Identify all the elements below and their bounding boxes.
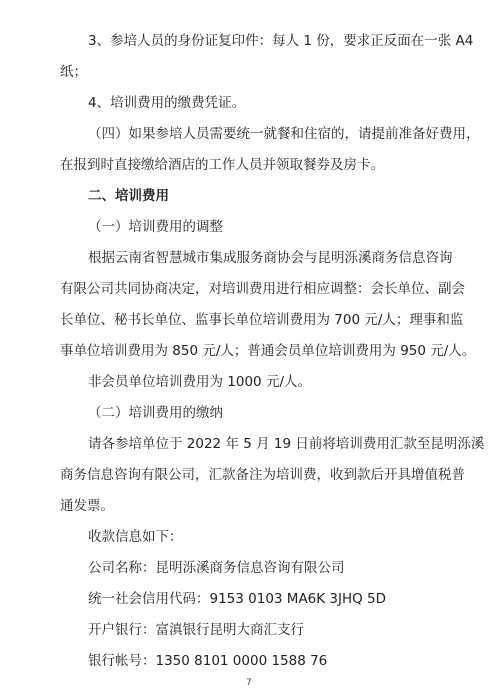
section-heading: 二、培训费用 (88, 188, 169, 204)
company-name-line: 公司名称：昆明泺溪商务信息咨询有限公司 (88, 560, 345, 576)
bank-account-line: 银行帐号：1350 8101 0000 1588 76 (88, 653, 328, 669)
page-number: 7 (246, 678, 252, 688)
text-line: 纸； (60, 64, 87, 80)
text-line: 长单位、秘书长单位、监事长单位培训费用为 700 元/人；理事和监 (60, 312, 464, 328)
subsection-heading: （二）培训费用的缴纳 (88, 405, 223, 421)
text-line: 4、培训费用的缴费凭证。 (88, 95, 246, 111)
text-line: 商务信息咨询有限公司，汇款备注为培训费，收到款后开具增值税普 (60, 467, 465, 483)
text-line: 在报到时直接缴给酒店的工作人员并领取餐券及房卡。 (60, 157, 384, 173)
text-line: （四）如果参培人员需要统一就餐和住宿的，请提前准备好费用， (88, 126, 480, 142)
text-line: 请各参培单位于 2022 年 5 月 19 日前将培训费用汇款至昆明泺溪 (88, 436, 485, 452)
text-line: 事单位培训费用为 850 元/人；普通会员单位培训费用为 950 元/人。 (60, 343, 476, 359)
credit-code-line: 统一社会信用代码：9153 0103 MA6K 3JHQ 5D (88, 591, 387, 607)
text-line: 根据云南省智慧城市集成服务商协会与昆明泺溪商务信息咨询 (88, 250, 453, 266)
bank-name-line: 开户银行：富滇银行昆明大商汇支行 (88, 622, 304, 638)
text-line: 通发票。 (60, 498, 114, 514)
text-line: 收款信息如下： (88, 529, 183, 545)
subsection-heading: （一）培训费用的调整 (88, 219, 223, 235)
text-line: 有限公司共同协商决定，对培训费用进行相应调整：会长单位、副会 (60, 281, 465, 297)
text-line: 3、参培人员的身份证复印件：每人 1 份，要求正反面在一张 A4 (88, 33, 474, 49)
text-line: 非会员单位培训费用为 1000 元/人。 (88, 374, 311, 390)
